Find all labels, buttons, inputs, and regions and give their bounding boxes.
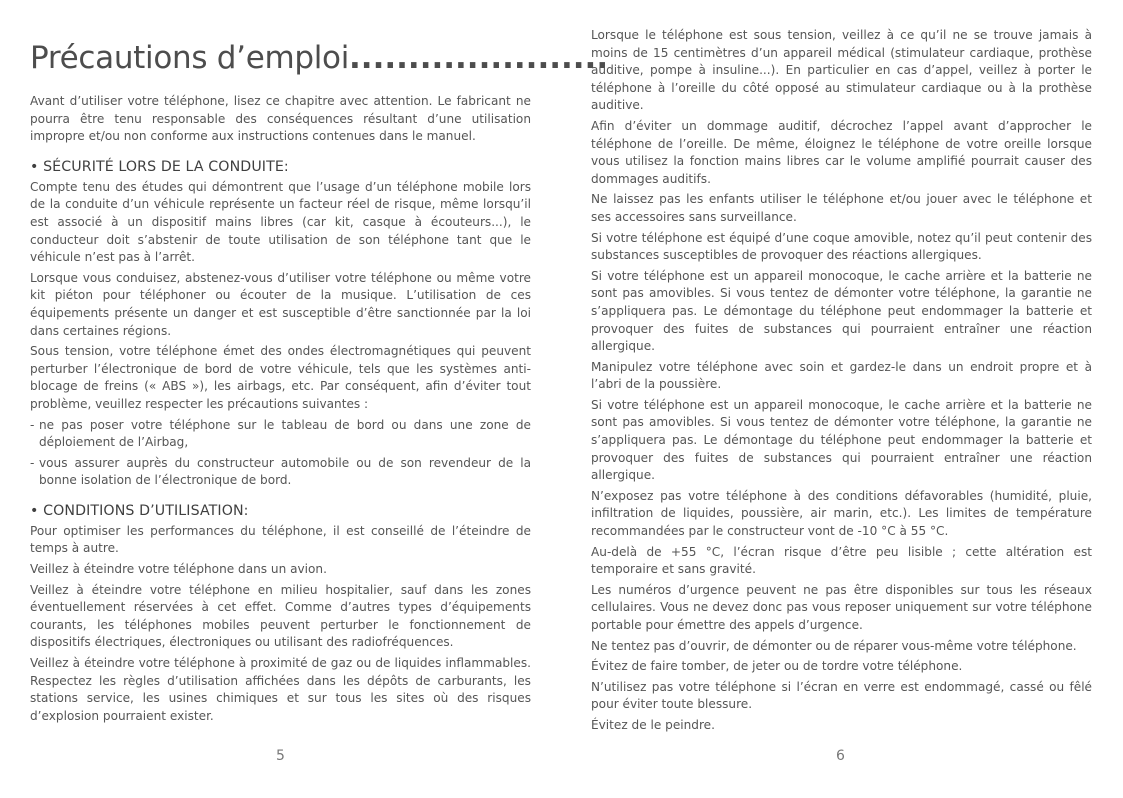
right-page-content xyxy=(591,27,1092,738)
section-heading-conditions-of-use: • CONDITIONS D’UTILISATION: xyxy=(30,502,249,519)
paragraph: Au-delà de +55 °C, l’écran risque d’être peu lisible ; cette altération est temporaire et sans gravité. xyxy=(591,544,1092,577)
intro-paragraph: Avant d’utiliser votre téléphone, lisez ce chapitre avec attention. Le fabricant ne pourra être tenu responsable des conséquences résultant d’une utilisation impropre et/ou non conforme aux instructions contenues dans le manuel. xyxy=(30,94,531,144)
paragraph: Manipulez votre téléphone avec soin et gardez-le dans un endroit propre et à l’abri de la poussière. xyxy=(591,359,1092,392)
paragraph: N’utilisez pas votre téléphone si l’écran en verre est endommagé, cassé ou fêlé pour éviter toute blessure. xyxy=(591,679,1092,712)
paragraph: Veillez à éteindre votre téléphone à proximité de gaz ou de liquides inflammables. Respectez les règles d’utilisation affichées dans les dépôts de carburants, les stations service, les usines chimiques et sur tous les sites où des risques d’explosion pourraient exister. xyxy=(30,656,531,723)
dash-bullet: - xyxy=(30,417,35,432)
paragraph: Sous tension, votre téléphone émet des ondes électromagnétiques qui peuvent perturber l’électronique de bord de votre véhicule, tels que les systèmes anti-blocage de freins (« ABS »), les airbags, etc. Par conséquent, afin d’éviter tout problème, veuillez respecter les précautions suivantes : xyxy=(30,344,531,411)
paragraph: Veillez à éteindre votre téléphone en milieu hospitalier, sauf dans les zones éventuellement réservées à cet effet. Comme d’autres types d’équipements courants, les téléphones mobiles peuvent perturber le fonctionnement de dispositifs électriques, électroniques ou utilisant des radiofréquences. xyxy=(30,582,531,650)
paragraph: Si votre téléphone est équipé d’une coque amovible, notez qu’il peut contenir des substances susceptibles de provoquer des réactions allergiques. xyxy=(591,230,1092,263)
title-leader-dots: ...................... xyxy=(349,40,609,76)
paragraph: Si votre téléphone est un appareil monocoque, le cache arrière et la batterie ne sont pas amovibles. Si vous tentez de démonter votre téléphone, la garantie ne s’appliquera pas. Le démontage du téléphone peut endommager la batterie et provoquer des fuites de substances qui pourraient entraîner une réaction allergique. xyxy=(591,268,1092,354)
section-heading-driving-safety: • SÉCURITÉ LORS DE LA CONDUITE: xyxy=(30,158,289,175)
page-title xyxy=(30,40,608,76)
page-title-text: Précautions d’emploi xyxy=(30,40,350,76)
page-number: 5 xyxy=(276,748,285,764)
list-item xyxy=(30,417,531,452)
paragraph: Les numéros d’urgence peuvent ne pas être disponibles sur tous les réseaux cellulaires. Vous ne devez donc pas vous reposer uniquement sur votre téléphone portable pour émettre des appels d’urgence. xyxy=(591,582,1092,632)
paragraph: Lorsque vous conduisez, abstenez-vous d’utiliser votre téléphone ou même votre kit piéton pour téléphoner ou écouter de la musique. L’utilisation de ces équipements présente un danger et est susceptible d’être sanctionnée par la loi dans certaines régions. xyxy=(30,270,531,338)
dash-bullet: - xyxy=(30,455,35,470)
precautions-list xyxy=(30,417,531,490)
paragraph: Ne tentez pas d’ouvrir, de démonter ou de réparer vous-même votre téléphone. xyxy=(591,638,1077,653)
left-page-content xyxy=(30,93,531,728)
paragraph: Compte tenu des études qui démontrent que l’usage d’un téléphone mobile lors de la conduite d’un véhicule représente un facteur réel de risque, même lorsqu’il est associé à un dispositif mains libres (car kit, casque à écouteurs...), le conducteur doit s’abstenir de toute utilisation de son téléphone tant que le véhicule n’est pas à l’arrêt. xyxy=(30,179,531,265)
paragraph: Lorsque le téléphone est sous tension, veillez à ce qu’il ne se trouve jamais à moins de 15 centimètres d’un appareil médical (stimulateur cardiaque, prothèse auditive, pompe à insuline...). En particulier en cas d’appel, veillez à porter le téléphone à l’oreille du côté opposé au stimulateur cardiaque ou à la prothèse auditive. xyxy=(591,28,1092,113)
paragraph: Évitez de faire tomber, de jeter ou de tordre votre téléphone. xyxy=(591,659,963,674)
paragraph: Ne laissez pas les enfants utiliser le téléphone et/ou jouer avec le téléphone et ses accessoires sans surveillance. xyxy=(591,192,1092,224)
list-item xyxy=(30,455,531,490)
paragraph: Veillez à éteindre votre téléphone dans un avion. xyxy=(30,562,327,577)
paragraph: Évitez de le peindre. xyxy=(591,717,715,732)
right-page xyxy=(591,0,1092,798)
left-page xyxy=(30,0,609,798)
paragraph: Pour optimiser les performances du téléphone, il est conseillé de l’éteindre de temps à autre. xyxy=(30,523,531,556)
page-number: 6 xyxy=(836,748,845,764)
paragraph: Afin d’éviter un dommage auditif, décrochez l’appel avant d’approcher le téléphone de l’oreille. De même, éloignez le téléphone de votre oreille lorsque vous utilisez la fonction mains libres car le volume amplifié pourrait causer des dommages auditifs. xyxy=(591,118,1092,186)
list-item-text: vous assurer auprès du constructeur automobile ou de son revendeur de la bonne isolation de l’électronique de bord. xyxy=(39,455,531,488)
paragraph: Si votre téléphone est un appareil monocoque, le cache arrière et la batterie ne sont pas amovibles. Si vous tentez de démonter votre téléphone, la garantie ne s’appliquera pas. Le démontage du téléphone peut endommager la batterie et provoquer des fuites de substances qui pourraient entraîner une réaction allergique. xyxy=(591,397,1092,483)
paragraph: N’exposez pas votre téléphone à des conditions défavorables (humidité, pluie, infiltration de liquides, poussière, air marin, etc.). Les limites de température recommandées par le constructeur vont de -10 °C à 55 °C. xyxy=(591,488,1092,539)
list-item-text: ne pas poser votre téléphone sur le tableau de bord ou dans une zone de déploiement de l’Airbag, xyxy=(39,417,531,450)
